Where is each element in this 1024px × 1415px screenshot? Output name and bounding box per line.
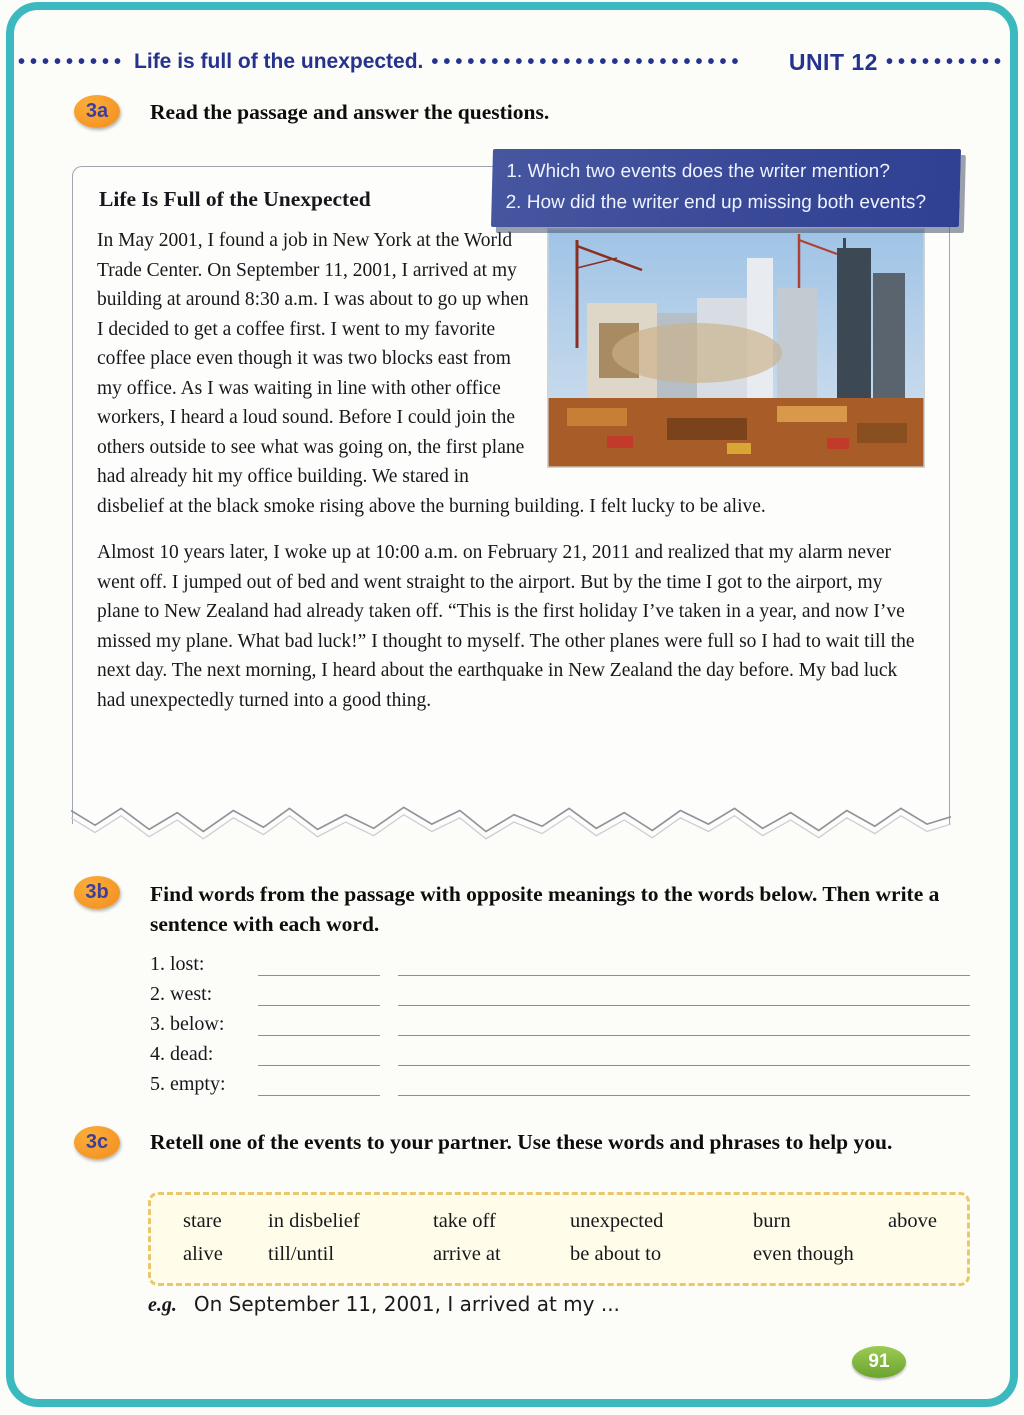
- list-item: [150, 946, 970, 976]
- answer-blank-word: [258, 1074, 380, 1096]
- answer-blank-sentence: [398, 1074, 970, 1096]
- list-item-label: 5. empty:: [150, 1073, 226, 1095]
- dots-decoration: ••••••••••: [885, 50, 1006, 73]
- list-item: [150, 1006, 970, 1036]
- helper-words-row-1: [183, 1210, 947, 1233]
- page-header: [18, 46, 1006, 78]
- answer-blank-sentence: [398, 984, 970, 1006]
- section-badge-3c: 3c: [74, 1126, 120, 1159]
- helper-words-row-2: [183, 1243, 947, 1266]
- answer-blank-word: [258, 954, 380, 976]
- answer-blank-word: [258, 984, 380, 1006]
- helper-word: till/until: [268, 1243, 335, 1265]
- example-label: e.g.: [148, 1294, 177, 1316]
- helper-word: in disbelief: [268, 1210, 360, 1232]
- torn-paper-edge: [71, 800, 951, 842]
- question-2: 2. How did the writer end up missing both events?: [505, 191, 927, 213]
- passage-box: [72, 166, 950, 824]
- opposites-list: [150, 946, 970, 1096]
- section-badge-3a: 3a: [74, 95, 120, 128]
- passage-paragraph-1-text: In May 2001, I found a job in New York at the World Trade Center. On September 11, 2001, I arrived at my building at around 8:30 a.m. I was about to go up when I decided to get a coffee first. I went to my favorite coffee place even though it was two blocks east from my office. As I was waiting in line with other office workers, I heard a loud sound. Before I could join the others outside to see what was going on, the first plane had already hit my office building. We stared in disbelief at the black smoke rising above the burning building. I felt lucky to be alive.: [97, 230, 766, 517]
- wtc-site-photo: [547, 228, 925, 468]
- section-3a-heading: Read the passage and answer the questions.: [150, 100, 550, 124]
- list-item-label: 2. west:: [150, 983, 213, 1005]
- passage-paragraph-2: Almost 10 years later, I woke up at 10:00 a.m. on February 21, 2011 and realized that my alarm never went off. I jumped out of bed and went straight to the airport. But by the time I got to the airport, my plane to New Zealand had already taken off. “This is the first holiday I’ve taken in a year, and now I’ve missed my plane. What bad luck!” I thought to myself. The other planes were full so I had to wait till the next day. The next morning, I heard about the earthquake in New Zealand the day before. My bad luck had unexpectedly turned into a good thing.: [97, 542, 915, 711]
- answer-blank-sentence: [398, 1014, 970, 1036]
- helper-word: stare: [183, 1210, 222, 1232]
- section-3b-heading: Find words from the passage with opposite meanings to the words below. Then write a sentence with each word.: [150, 882, 940, 936]
- page-header-title: Life is full of the unexpected.: [134, 50, 424, 73]
- questions-box: [491, 149, 961, 227]
- list-item: [150, 1066, 970, 1096]
- list-item: [150, 1036, 970, 1066]
- list-item: [150, 976, 970, 1006]
- helper-word: alive: [183, 1243, 223, 1265]
- list-item-label: 3. below:: [150, 1013, 225, 1035]
- list-item-label: 4. dead:: [150, 1043, 214, 1065]
- example-sentence: [148, 1292, 620, 1317]
- page-number-badge: 91: [852, 1346, 906, 1378]
- helper-word: take off: [433, 1210, 496, 1232]
- answer-blank-sentence: [398, 1044, 970, 1066]
- dots-decoration: •••••••••: [18, 50, 127, 73]
- passage-paragraph-1: [97, 226, 925, 521]
- helper-word: above: [888, 1210, 937, 1232]
- dots-decoration: ••••••••••••••••••••••••••: [431, 50, 744, 73]
- helper-word: even though: [753, 1243, 854, 1265]
- unit-label: UNIT 12: [788, 48, 878, 75]
- answer-blank-word: [258, 1014, 380, 1036]
- question-1: 1. Which two events does the writer mention?: [506, 161, 891, 182]
- example-text: On September 11, 2001, I arrived at my ...: [193, 1292, 620, 1316]
- answer-blank-sentence: [398, 954, 970, 976]
- section-badge-3b: 3b: [74, 876, 120, 909]
- list-item-label: 1. lost:: [150, 953, 205, 975]
- passage-title: Life Is Full of the Unexpected: [99, 187, 371, 211]
- helper-words-box: [148, 1192, 970, 1286]
- helper-word: be about to: [570, 1243, 662, 1265]
- section-3c-heading: Retell one of the events to your partner. Use these words and phrases to help you.: [150, 1130, 893, 1154]
- helper-word: arrive at: [433, 1243, 501, 1265]
- helper-word: burn: [753, 1210, 791, 1232]
- helper-word: unexpected: [570, 1210, 664, 1232]
- answer-blank-word: [258, 1044, 380, 1066]
